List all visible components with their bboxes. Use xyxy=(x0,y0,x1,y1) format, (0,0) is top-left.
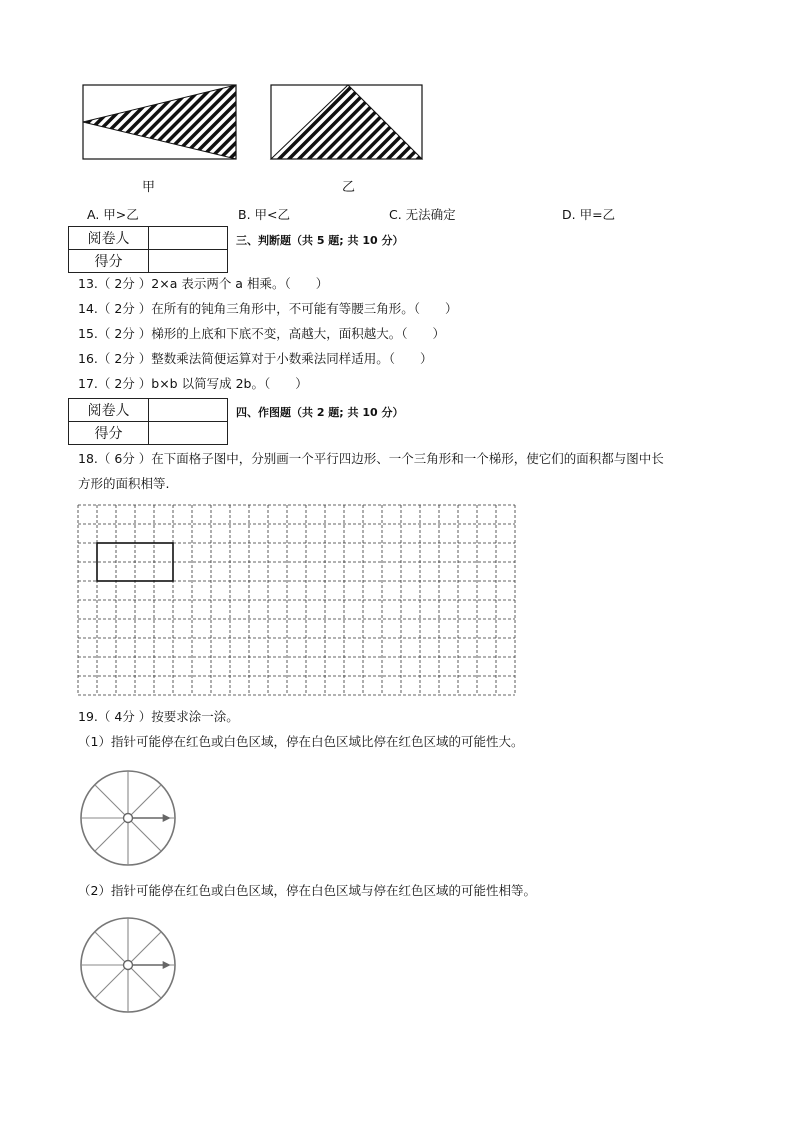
question-16: 16.（ 2分 ）整数乘法简便运算对于小数乘法同样适用。（ ） xyxy=(78,351,433,366)
section3-title: 三、判断题（共 5 题; 共 10 分） xyxy=(236,234,404,247)
option-c: C. 无法确定 xyxy=(389,207,456,222)
reviewer-label: 阅卷人 xyxy=(69,399,149,422)
score-label: 得分 xyxy=(69,250,149,273)
question-19: 19.（ 4分 ）按要求涂一涂。 xyxy=(78,709,239,724)
option-a: A. 甲>乙 xyxy=(87,207,139,222)
option-d: D. 甲=乙 xyxy=(562,207,616,222)
reviewer-label: 阅卷人 xyxy=(69,227,149,250)
question-18-line1: 18.（ 6分 ）在下面格子图中，分别画一个平行四边形、一个三角形和一个梯形，使它们的面积都与图中长 xyxy=(78,451,664,466)
spinner-divider xyxy=(95,965,128,998)
figure-label-yi: 乙 xyxy=(342,180,356,195)
spinner-divider xyxy=(95,932,128,965)
spinner-arrow-head xyxy=(163,961,171,969)
question-19-sub1: （1）指针可能停在红色或白色区域，停在白色区域比停在红色区域的可能性大。 xyxy=(78,734,524,749)
spinner-divider xyxy=(128,965,161,998)
question-18-line2: 方形的面积相等. xyxy=(78,476,170,491)
figure-label-jia: 甲 xyxy=(142,180,156,195)
question-14: 14.（ 2分 ）在所有的钝角三角形中，不可能有等腰三角形。（ ） xyxy=(78,301,458,316)
section4-title: 四、作图题（共 2 题; 共 10 分） xyxy=(236,406,404,419)
spinner-2-group xyxy=(81,918,175,1012)
question-13: 13.（ 2分 ）2×a 表示两个 a 相乘。（ ） xyxy=(78,276,329,291)
spinner-divider xyxy=(128,932,161,965)
option-b: B. 甲<乙 xyxy=(238,207,290,222)
question-17: 17.（ 2分 ）b×b 以简写成 2b。（ ） xyxy=(78,376,308,391)
score-label: 得分 xyxy=(69,422,149,445)
question-19-sub2: （2）指针可能停在红色或白色区域，停在白色区域与停在红色区域的可能性相等。 xyxy=(78,883,536,898)
spinner-hub xyxy=(124,961,133,970)
question-15: 15.（ 2分 ）梯形的上底和下底不变，高越大，面积越大。（ ） xyxy=(78,326,446,341)
